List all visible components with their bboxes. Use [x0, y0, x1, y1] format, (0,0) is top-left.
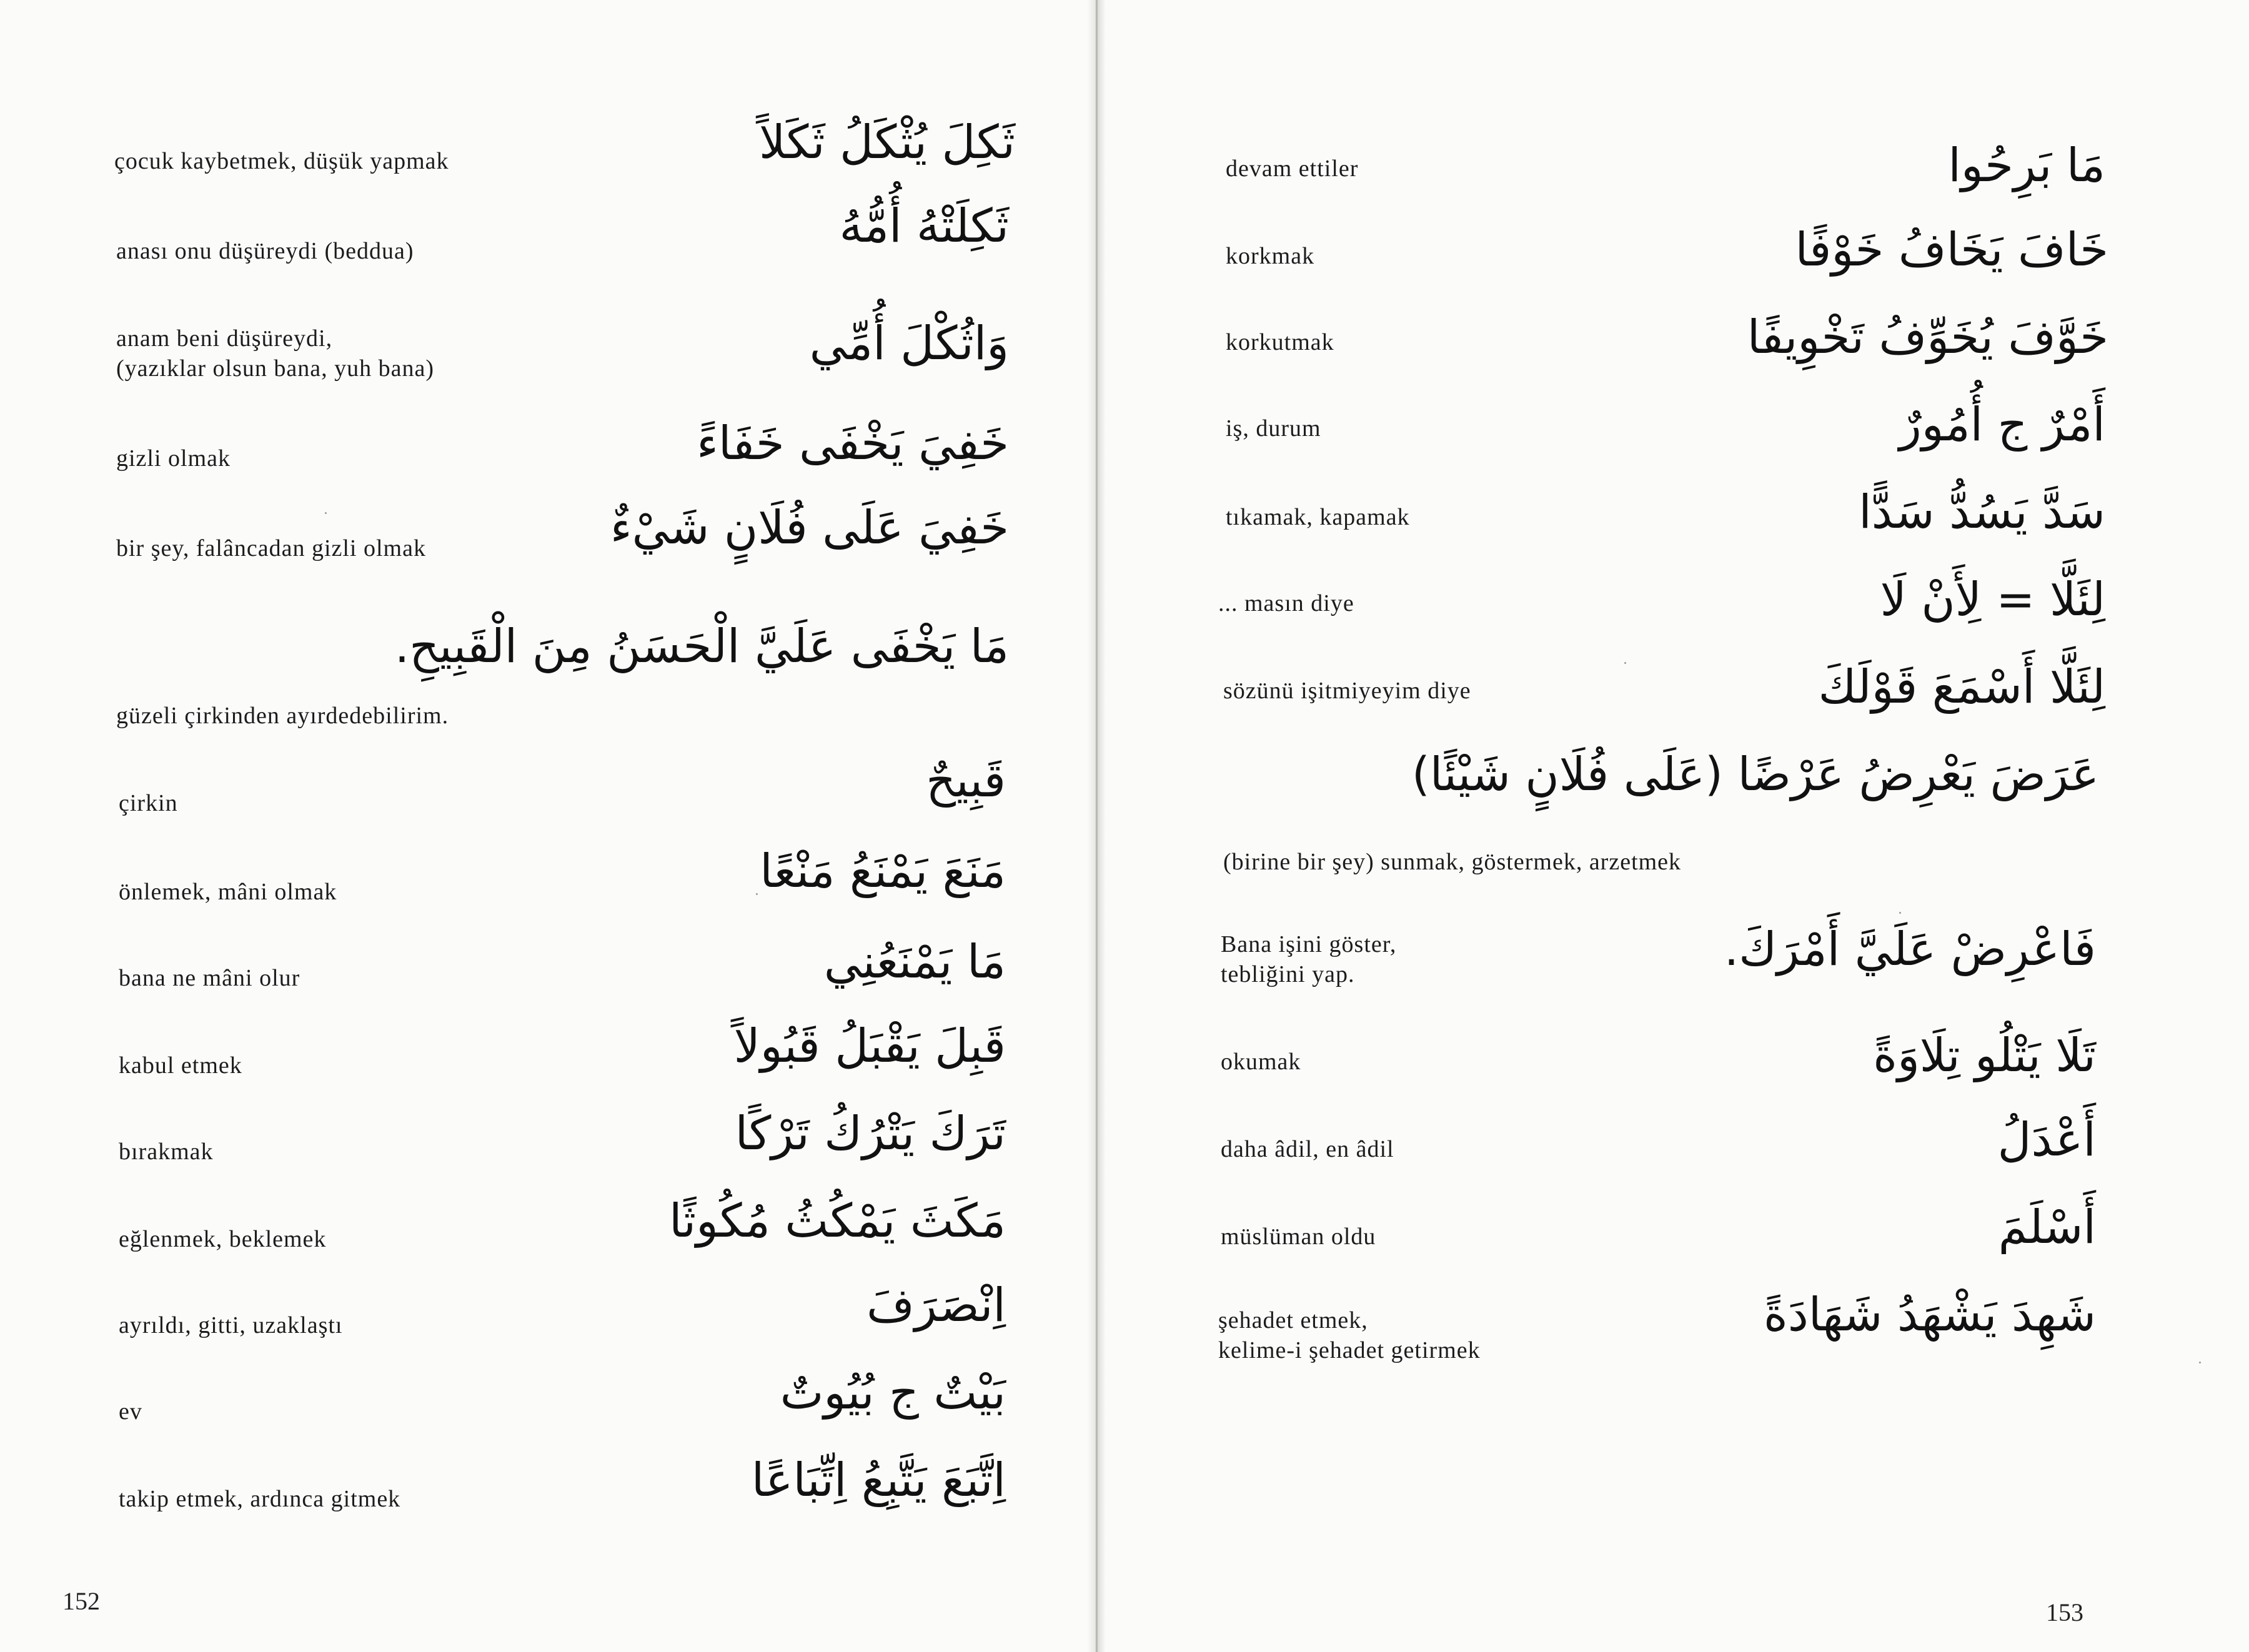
turkish-gloss: çocuk kaybetmek, düşük yapmak — [114, 148, 449, 174]
turkish-gloss: anası onu düşüreydi (beddua) — [116, 238, 414, 264]
arabic-term: تَرَكَ يَتْرُكُ تَرْكًا — [735, 1107, 1006, 1160]
turkish-gloss: bir şey, falâncadan gizli olmak — [116, 535, 426, 561]
turkish-gloss: ev — [119, 1398, 142, 1425]
arabic-term: أَسْلَمَ — [1998, 1200, 2096, 1254]
arabic-term: اِتَّبَعَ يَتَّبِعُ اِتِّبَاعًا — [751, 1453, 1006, 1507]
turkish-gloss: güzeli çirkinden ayırdedebilirim. — [116, 703, 449, 729]
turkish-gloss: müslüman oldu — [1221, 1224, 1376, 1250]
arabic-term: ثَكِلَ يُثْكَلُ ثَكَلاً — [759, 116, 1015, 169]
turkish-gloss: (birine bir şey) sunmak, göstermek, arzetmek — [1223, 849, 1682, 875]
turkish-gloss: bana ne mâni olur — [119, 965, 300, 991]
turkish-gloss: ayrıldı, gitti, uzaklaştı — [119, 1312, 343, 1338]
turkish-gloss: şehadet etmek, kelime-i şehadet getirmek — [1218, 1307, 1481, 1363]
turkish-gloss: okumak — [1221, 1049, 1301, 1075]
arabic-term: شَهِدَ يَشْهَدُ شَهَادَةً — [1764, 1288, 2096, 1342]
page-number: 152 — [62, 1587, 100, 1615]
arabic-term: ثَكِلَتْهُ أُمُّهُ — [839, 199, 1009, 253]
turkish-gloss: bırakmak — [119, 1139, 214, 1165]
arabic-term: عَرَضَ يَعْرِضُ عَرْضًا (عَلَى فُلَانٍ شَيْئًا) — [1411, 748, 2099, 801]
arabic-term: خَافَ يَخَافُ خَوْفًا — [1795, 223, 2108, 277]
turkish-gloss: Bana işini göster, tebliğini yap. — [1221, 931, 1397, 987]
arabic-term: أَمْرٌ ج أُمُورٌ — [1899, 398, 2105, 452]
scan-speck — [1899, 912, 1901, 914]
turkish-gloss: sözünü işitmiyeyim diye — [1223, 678, 1471, 704]
arabic-term: وَاثُكْلَ أُمِّي — [809, 317, 1009, 370]
turkish-gloss: kabul etmek — [119, 1052, 242, 1079]
scan-speck — [2199, 1362, 2201, 1363]
turkish-gloss: daha âdil, en âdil — [1221, 1136, 1394, 1162]
turkish-gloss: ... masın diye — [1218, 590, 1354, 616]
turkish-gloss: korkutmak — [1226, 329, 1334, 355]
turkish-gloss: eğlenmek, beklemek — [119, 1226, 327, 1252]
arabic-term: مَا بَرِحُوا — [1948, 139, 2105, 192]
turkish-gloss: anam beni düşüreydi, (yazıklar olsun bana, yuh bana) — [116, 325, 434, 382]
arabic-term: قَبِلَ يَقْبَلُ قَبُولاً — [733, 1019, 1006, 1073]
arabic-sentence: مَا يَخْفَى عَلَيَّ الْحَسَنُ مِنَ الْقَبِيحِ. — [394, 620, 1009, 673]
arabic-term: بَيْتٌ ج بُيُوتٌ — [780, 1366, 1006, 1420]
arabic-term: خَفِيَ عَلَى فُلَانٍ شَيْءٌ — [610, 501, 1009, 555]
turkish-gloss: önlemek, mâni olmak — [119, 879, 337, 905]
arabic-term: خَفِيَ يَخْفَى خَفَاءً — [697, 417, 1009, 470]
arabic-term: لِئَلَّا أَسْمَعَ قَوْلَكَ — [1818, 660, 2105, 714]
arabic-term: مَنَعَ يَمْنَعُ مَنْعًا — [760, 844, 1006, 898]
turkish-gloss: korkmak — [1226, 243, 1315, 269]
gutter-line — [1096, 0, 1098, 1652]
page-number: 153 — [2046, 1598, 2083, 1626]
scan-speck — [1624, 662, 1626, 664]
turkish-gloss: iş, durum — [1226, 415, 1321, 442]
turkish-gloss: çirkin — [119, 790, 178, 816]
arabic-term: قَبِيحٌ — [926, 754, 1006, 808]
turkish-gloss: tıkamak, kapamak — [1226, 504, 1410, 530]
arabic-term: خَوَّفَ يُخَوِّفُ تَخْوِيفًا — [1747, 310, 2108, 364]
arabic-term: سَدَّ يَسُدُّ سَدًّا — [1859, 485, 2105, 539]
arabic-term: تَلَا يَتْلُو تِلَاوَةً — [1873, 1029, 2096, 1082]
arabic-term: مَكَثَ يَمْكُثُ مُكُوثًا — [669, 1194, 1006, 1248]
arabic-term: فَاعْرِضْ عَلَيَّ أَمْرَكَ. — [1724, 922, 2096, 976]
scan-speck — [325, 512, 327, 514]
arabic-term: لِئَلَّا = لِأَنْ لَا — [1880, 573, 2105, 626]
turkish-gloss: devam ettiler — [1226, 156, 1359, 182]
turkish-gloss: takip etmek, ardınca gitmek — [119, 1486, 401, 1512]
scan-speck — [756, 893, 758, 895]
arabic-term: أَعْدَلُ — [1997, 1113, 2096, 1167]
turkish-gloss: gizli olmak — [116, 445, 231, 472]
arabic-term: اِنْصَرَفَ — [866, 1279, 1006, 1332]
arabic-term: مَا يَمْنَعُنِي — [823, 935, 1006, 989]
